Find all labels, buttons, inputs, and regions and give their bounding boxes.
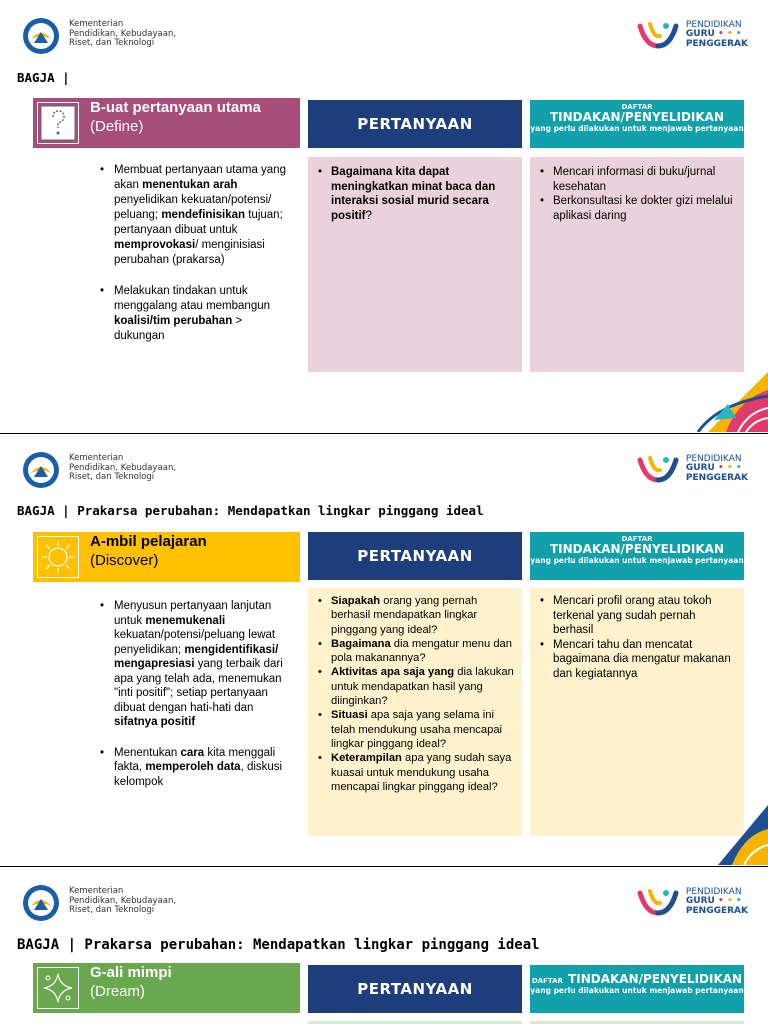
item-text: kekuatan/potensi/peluang lewat penyelidikan; [114, 629, 276, 656]
ministry-line: Riset, dan Teknologi [69, 905, 155, 915]
action-item [536, 638, 736, 682]
slide-dream [0, 866, 768, 1024]
decorative-pattern [668, 360, 768, 432]
slide-define [0, 0, 768, 432]
item-text: Berkonsultasi ke dokter gizi melalui aplikasi daring [553, 195, 733, 222]
description-item [97, 746, 291, 790]
item-text: Membuat pertanyaan utama yang akan [114, 164, 286, 191]
ministry-logo [22, 17, 176, 55]
pgp-line: PENDIDIKAN [685, 19, 742, 30]
bagja-title: BAGJA | Prakarsa perubahan: Mendapatkan lingkar pinggang ideal [17, 937, 540, 953]
question-mark-icon [37, 102, 79, 144]
item-text: Mencari informasi di buku/jurnal kesehatan [553, 166, 716, 193]
item-text: mengidentifikasi/ mengapresiasi [114, 643, 279, 670]
stage-description [97, 163, 291, 372]
bagja-title: BAGJA | Prakarsa perubahan: Mendapatkan lingkar pinggang ideal [17, 503, 484, 518]
question-item [314, 665, 514, 708]
question-item [314, 751, 514, 794]
pgp-line: PENGGERAK [685, 905, 748, 916]
item-text: dia mengatur menu dan pola makanannya? [331, 637, 512, 665]
pgp-line: PENGGERAK [685, 38, 748, 49]
action-header-small: DAFTAR [531, 977, 563, 985]
actions-column [530, 157, 744, 372]
question-header: PERTANYAAN [308, 965, 522, 1013]
item-text: kita menggali fakta, [114, 746, 276, 773]
description-item [97, 284, 291, 344]
ministry-line: Pendidikan, Kebudayaan, [69, 895, 177, 906]
item-text: Keterampilan [331, 752, 402, 765]
stage-box [33, 963, 300, 1013]
ministry-line: Pendidikan, Kebudayaan, [69, 28, 177, 39]
pgp-line: PENGGERAK [685, 472, 748, 483]
item-text: koalisi/tim perubahan [114, 315, 233, 327]
stage-title: G-ali mimpi [90, 964, 172, 981]
item-text: > dukungan [114, 315, 243, 342]
question-item [314, 165, 514, 223]
question-header: PERTANYAAN [308, 532, 522, 580]
guru-penggerak-icon [636, 18, 680, 52]
question-header: PERTANYAAN [308, 100, 522, 148]
action-header-title: TINDAKAN/PENYELIDIKAN [549, 542, 725, 556]
item-text: menemukenali [145, 614, 226, 627]
tut-wuri-icon [22, 884, 60, 922]
item-text: Mencari profil orang atau tokoh terkenal yang sudah pernah berhasil [553, 595, 712, 636]
action-header [530, 965, 744, 1013]
question-item [314, 637, 514, 666]
stage-title: B-uat pertanyaan utama [90, 99, 261, 116]
item-text: dia lakukan untuk mendapatkan hasil yang diinginkan? [331, 666, 514, 708]
action-header-sub: yang perlu dilakukan untuk menjawab pertanyaan [530, 986, 744, 995]
action-header-small: DAFTAR [621, 103, 653, 111]
action-item [536, 194, 736, 223]
action-item [536, 165, 736, 194]
pgp-logo: PENDIDIKAN GURU • • • PENGGERAK [636, 452, 748, 486]
decorative-pattern [708, 785, 768, 865]
item-text: Menentukan [114, 746, 181, 759]
action-header [530, 100, 744, 148]
stage-title: A-mbil pelajaran [90, 533, 207, 550]
item-text: tujuan; pertanyaan dibuat untuk [114, 209, 283, 236]
stage-box [33, 98, 300, 148]
action-header-title: TINDAKAN/PENYELIDIKAN [549, 110, 725, 124]
action-header [530, 532, 744, 580]
sun-icon [37, 536, 79, 578]
pgp-line: PENDIDIKAN [685, 886, 742, 897]
pgp-line: GURU [685, 896, 715, 907]
item-text: Mencari tahu dan mencatat bagaimana dia mengatur makanan dan kegiatannya [553, 638, 731, 680]
item-text: cara [180, 746, 205, 759]
stage-description [97, 599, 291, 844]
item-text: apa yang sudah saya kuasai untuk mendukung usaha mencapai lingkar pinggang ideal? [331, 752, 512, 793]
item-text: apa saja yang selama ini telah mendukung usaha mencapai lingkar pinggang ideal? [331, 709, 503, 750]
description-item [97, 163, 291, 268]
ministry-line: Pendidikan, Kebudayaan, [69, 462, 177, 473]
item-text: , diskusi kelompok [114, 761, 283, 788]
item-text: / menginisiasi perubahan (prakarsa) [114, 239, 265, 266]
item-text: memperoleh data [145, 761, 241, 773]
questions-column [308, 157, 522, 372]
action-item [536, 594, 736, 638]
pgp-line: PENDIDIKAN [685, 453, 742, 464]
question-item [314, 594, 514, 637]
item-text: Situasi [331, 709, 368, 722]
item-text: menentukan arah [142, 179, 238, 191]
item-text: memprovokasi [114, 239, 196, 251]
item-text: Menyusun pertanyaan lanjutan untuk [114, 600, 272, 627]
bagja-title: BAGJA | [17, 70, 70, 85]
pgp-logo: PENDIDIKAN GURU • • • PENGGERAK [636, 18, 748, 52]
item-text: orang yang pernah berhasil mendapatkan lingkar pinggang yang ideal? [331, 595, 478, 636]
action-header-title: TINDAKAN/PENYELIDIKAN [568, 972, 743, 986]
stage-box [33, 532, 300, 582]
item-text: mendefinisikan [161, 209, 246, 221]
questions-column [308, 588, 522, 836]
ministry-line: Kementerian [69, 886, 124, 896]
pgp-line: GURU [685, 29, 715, 40]
ministry-line: Riset, dan Teknologi [69, 38, 155, 48]
ministry-logo [22, 884, 176, 922]
slide-discover [0, 433, 768, 865]
item-text: sifatnya positif [114, 716, 196, 728]
ministry-line: Riset, dan Teknologi [69, 472, 155, 482]
ministry-line: Kementerian [69, 19, 124, 29]
tut-wuri-icon [22, 451, 60, 489]
sparkle-icon [37, 967, 79, 1009]
stage-subtitle: (Discover) [90, 552, 159, 569]
item-text: penyelidikan kekuatan/potensi/ peluang; [114, 194, 272, 221]
tut-wuri-icon [22, 17, 60, 55]
pgp-line: GURU [685, 463, 715, 474]
action-header-small: DAFTAR [621, 535, 653, 543]
guru-penggerak-icon [636, 885, 680, 919]
action-header-sub: yang perlu dilakukan untuk menjawab pertanyaan [530, 124, 744, 133]
stage-subtitle: (Dream) [90, 983, 145, 1000]
description-item [97, 599, 291, 730]
item-text: Siapakah [331, 595, 381, 607]
item-text: yang terbaik dari apa yang telah ada, menemukan "inti positif"; setiap pertanyaan dibuat dengan hati-hati dan [114, 658, 283, 714]
question-item [314, 708, 514, 751]
ministry-line: Kementerian [69, 453, 124, 463]
item-text: Bagaimana [331, 637, 391, 650]
pgp-logo: PENDIDIKAN GURU • • • PENGGERAK [636, 885, 748, 919]
item-text: Aktivitas apa saja yang [331, 666, 455, 679]
item-text: Bagaimana kita dapat meningkatkan minat baca dan interaksi sosial murid secara positif [331, 166, 496, 222]
item-text: ? [365, 209, 372, 222]
stage-subtitle: (Define) [90, 118, 144, 135]
action-header-sub: yang perlu dilakukan untuk menjawab pertanyaan [530, 556, 744, 565]
item-text: Melakukan tindakan untuk menggalang atau membangun [114, 285, 271, 312]
guru-penggerak-icon [636, 452, 680, 486]
ministry-logo [22, 451, 176, 489]
